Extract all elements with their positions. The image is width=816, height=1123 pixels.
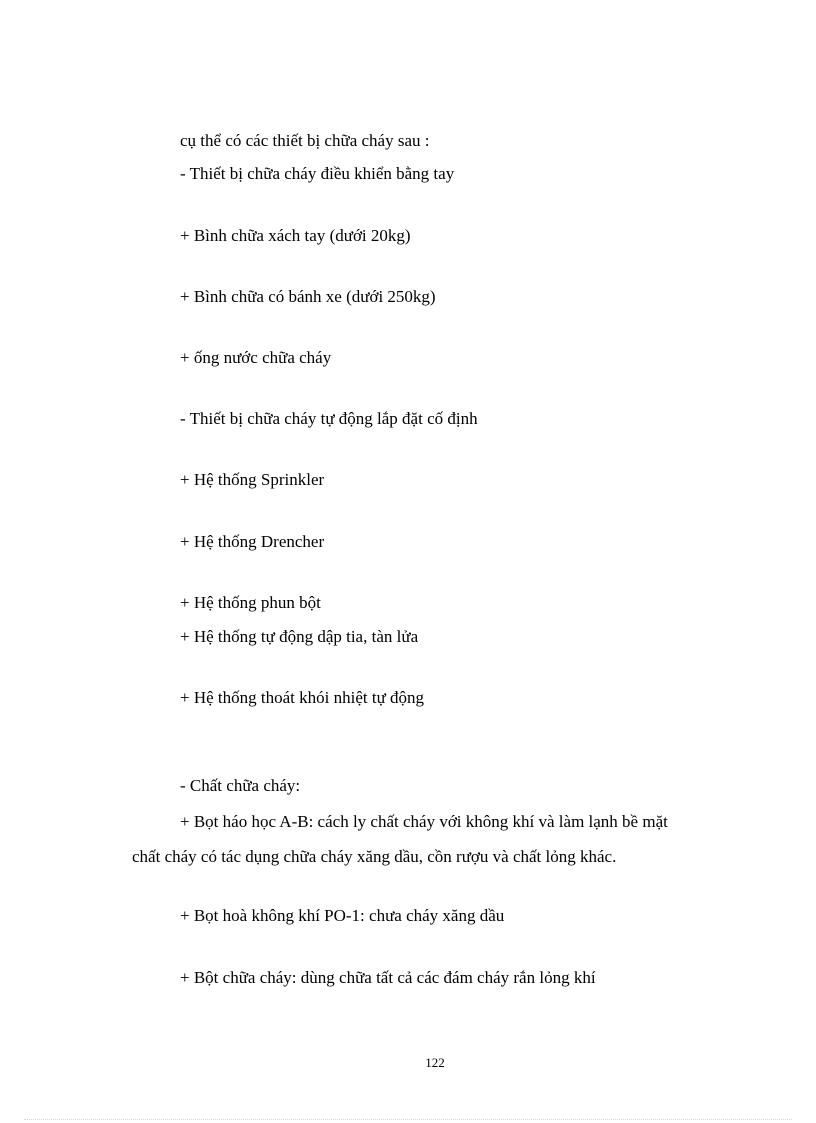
text-line-portable-extinguisher: + Bình chữa xách tay (dưới 20kg) [180,226,411,245]
page-number: 122 [425,1055,445,1070]
text-line-dry-powder: + Bột chữa cháy: dùng chữa tất cả các đám cháy rắn lỏng khí [180,968,596,987]
text-line-smoke-exhaust: + Hệ thống thoát khói nhiệt tự động [180,688,425,707]
page-bottom-divider [24,1119,792,1120]
text-line-drencher: + Hệ thống Drencher [180,532,325,551]
text-line-automatic-equipment-heading: - Thiết bị chữa cháy tự động lắp đặt cố định [180,409,478,428]
text-line-intro: cụ thể có các thiết bị chữa cháy sau : [180,131,430,150]
text-line-chemical-foam-continued: chất cháy có tác dụng chữa cháy xăng dầu, cồn rượu và chất lỏng khác. [132,847,617,866]
text-line-spark-suppression: + Hệ thống tự động dập tia, tàn lửa [180,627,419,646]
text-line-powder-spray: + Hệ thống phun bột [180,593,321,612]
text-line-air-foam: + Bọt hoà không khí PO-1: chưa cháy xăng dầu [180,906,505,925]
text-line-extinguishing-agents-heading: - Chất chữa cháy: [180,776,301,795]
text-line-sprinkler: + Hệ thống Sprinkler [180,470,325,489]
text-line-chemical-foam: + Bọt háo học A-B: cách ly chất cháy với không khí và làm lạnh bề mặt [180,812,668,831]
text-line-wheeled-extinguisher: + Bình chữa có bánh xe (dưới 250kg) [180,287,436,306]
text-line-fire-hose: + ống nước chữa cháy [180,348,332,367]
text-line-manual-equipment-heading: - Thiết bị chữa cháy điều khiển bằng tay [180,164,455,183]
